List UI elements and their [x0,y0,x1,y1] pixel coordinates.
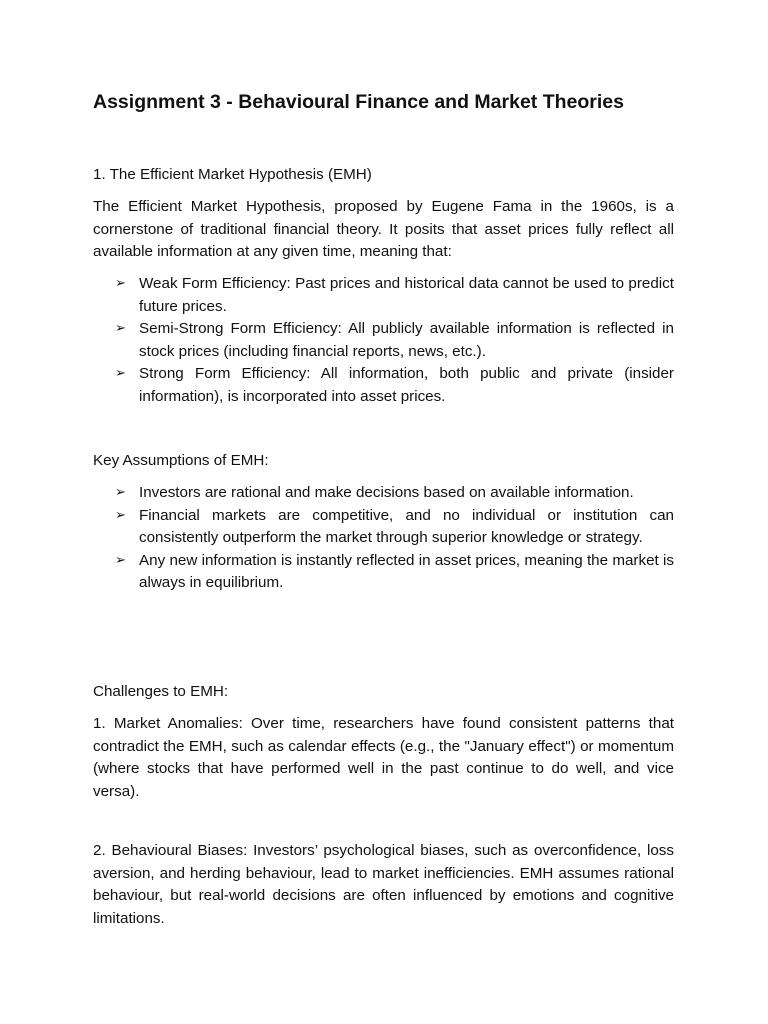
list-item-text: Financial markets are competitive, and no individual or institution can consistently outperform the market through superior knowledge or strategy. [139,506,674,546]
arrowhead-bullet-icon: ➢ [115,366,126,381]
list-item [93,482,674,505]
list-item-text: Weak Form Efficiency: Past prices and historical data cannot be used to predict future prices. [139,275,674,315]
arrowhead-bullet-icon: ➢ [115,276,126,291]
list-item [93,505,674,550]
section-heading-challenges: Challenges to EMH: [93,683,229,700]
challenge-paragraph-biases: 2. Behavioural Biases: Investors’ psychological biases, such as overconfidence, loss aversion, and herding behaviour, lead to market inefficiencies. EMH assumes rational behaviour, but real-world decisions are often influenced by emotions and cognitive limitations. [93,842,674,927]
list-item [93,273,674,318]
list-item-text: Investors are rational and make decisions based on available information. [139,484,634,501]
emh-intro-paragraph: The Efficient Market Hypothesis, proposed by Eugene Fama in the 1960s, is a cornerstone of traditional financial theory. It posits that asset prices fully reflect all available information at any given time, meaning that: [93,198,674,260]
list-item-text: Strong Form Efficiency: All information, both public and private (insider information), is incorporated into asset prices. [139,365,674,405]
challenge-paragraph-anomalies: 1. Market Anomalies: Over time, researchers have found consistent patterns that contradict the EMH, such as calendar effects (e.g., the "January effect") or momentum (where stocks that have performed well in the past continue to do well, and vice versa). [93,715,674,800]
list-item-text: Any new information is instantly reflected in asset prices, meaning the market is always in equilibrium. [139,551,674,591]
assumptions-list [93,482,674,595]
list-item [93,550,674,595]
arrowhead-bullet-icon: ➢ [115,552,126,568]
document-page [93,0,674,1024]
document-title: Assignment 3 - Behavioural Finance and Market Theories [93,91,624,113]
list-item-text: Semi-Strong Form Efficiency: All publicly available information is reflected in stock prices (including financial reports, news, etc.). [139,320,674,360]
section-heading-emh: 1. The Efficient Market Hypothesis (EMH) [93,166,372,183]
arrowhead-bullet-icon: ➢ [115,485,126,500]
arrowhead-bullet-icon: ➢ [115,507,126,523]
emh-forms-list [93,273,674,408]
arrowhead-bullet-icon: ➢ [115,321,126,336]
list-item [93,363,674,408]
list-item [93,318,674,363]
section-heading-assumptions: Key Assumptions of EMH: [93,452,269,469]
